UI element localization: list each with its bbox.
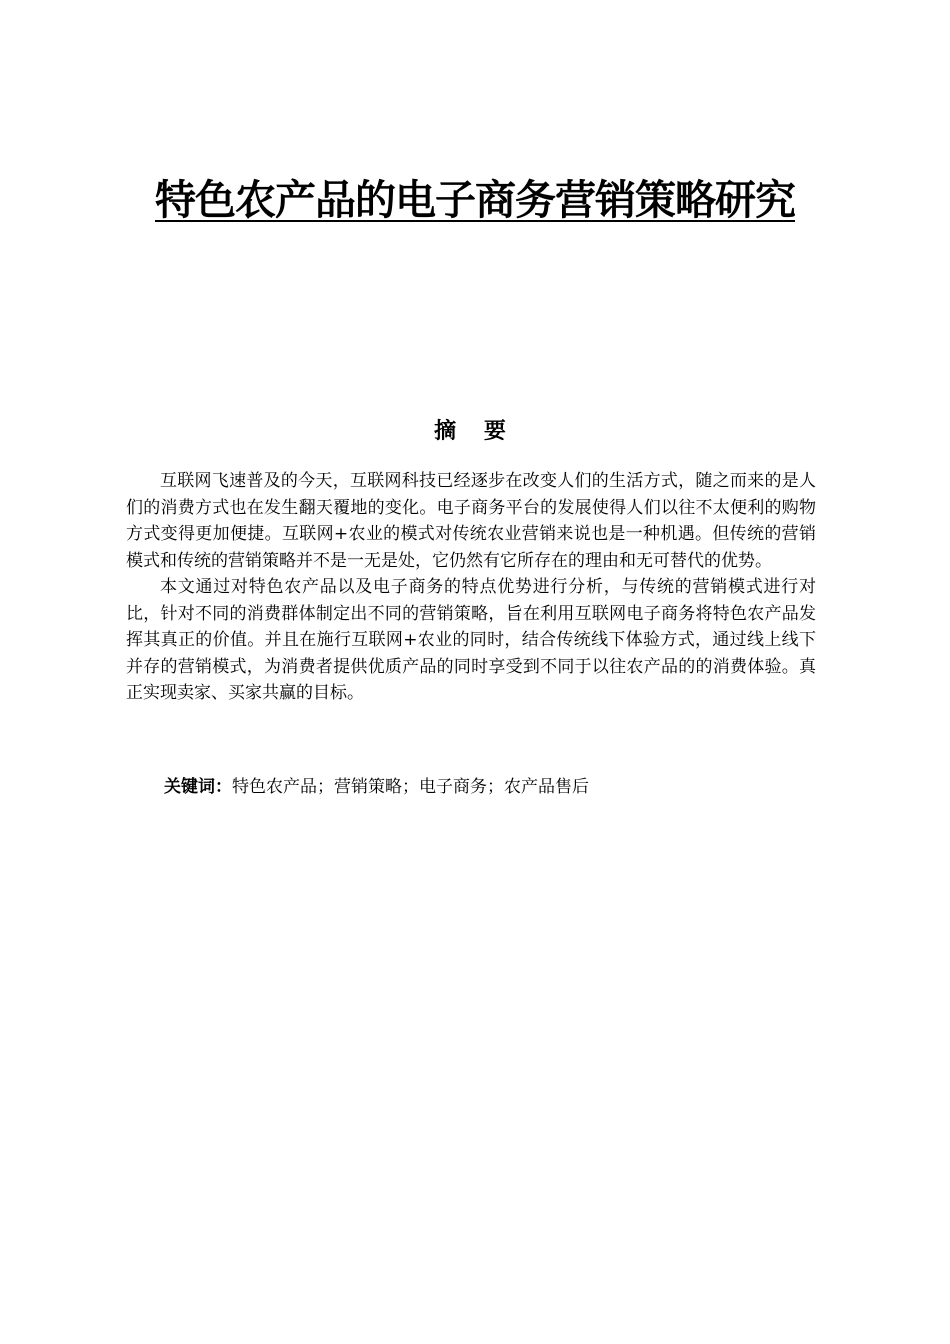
document-title-text: 特色农产品的电子商务营销策略研究 [155,176,795,224]
abstract-body [126,468,816,707]
keywords-line [164,773,824,801]
keywords-value: 特色农产品；营销策略；电子商务；农产品售后 [232,777,589,797]
keywords-label: 关键词： [164,777,232,797]
abstract-paragraph: 本文通过对特色农产品以及电子商务的特点优势进行分析，与传统的营销模式进行对比，针对不同的消费群体制定出不同的营销策略，旨在利用互联网电子商务将特色农产品发挥其真正的价值。并且在施行互联网+农业的同时，结合传统线下体验方式，通过线上线下并存的营销模式，为消费者提供优质产品的同时享受到不同于以往农产品的的消费体验。真正实现卖家、买家共赢的目标。 [126,577,816,703]
abstract-paragraph: 互联网飞速普及的今天，互联网科技已经逐步在改变人们的生活方式，随之而来的是人们的消费方式也在发生翻天覆地的变化。电子商务平台的发展使得人们以往不太便利的购物方式变得更加便捷。互联网+农业的模式对传统农业营销来说也是一种机遇。但传统的营销模式和传统的营销策略并不是一无是处，它仍然有它所存在的理由和无可替代的优势。 [126,471,816,571]
abstract-heading: 摘 要 [434,419,516,444]
document-title [120,170,830,230]
